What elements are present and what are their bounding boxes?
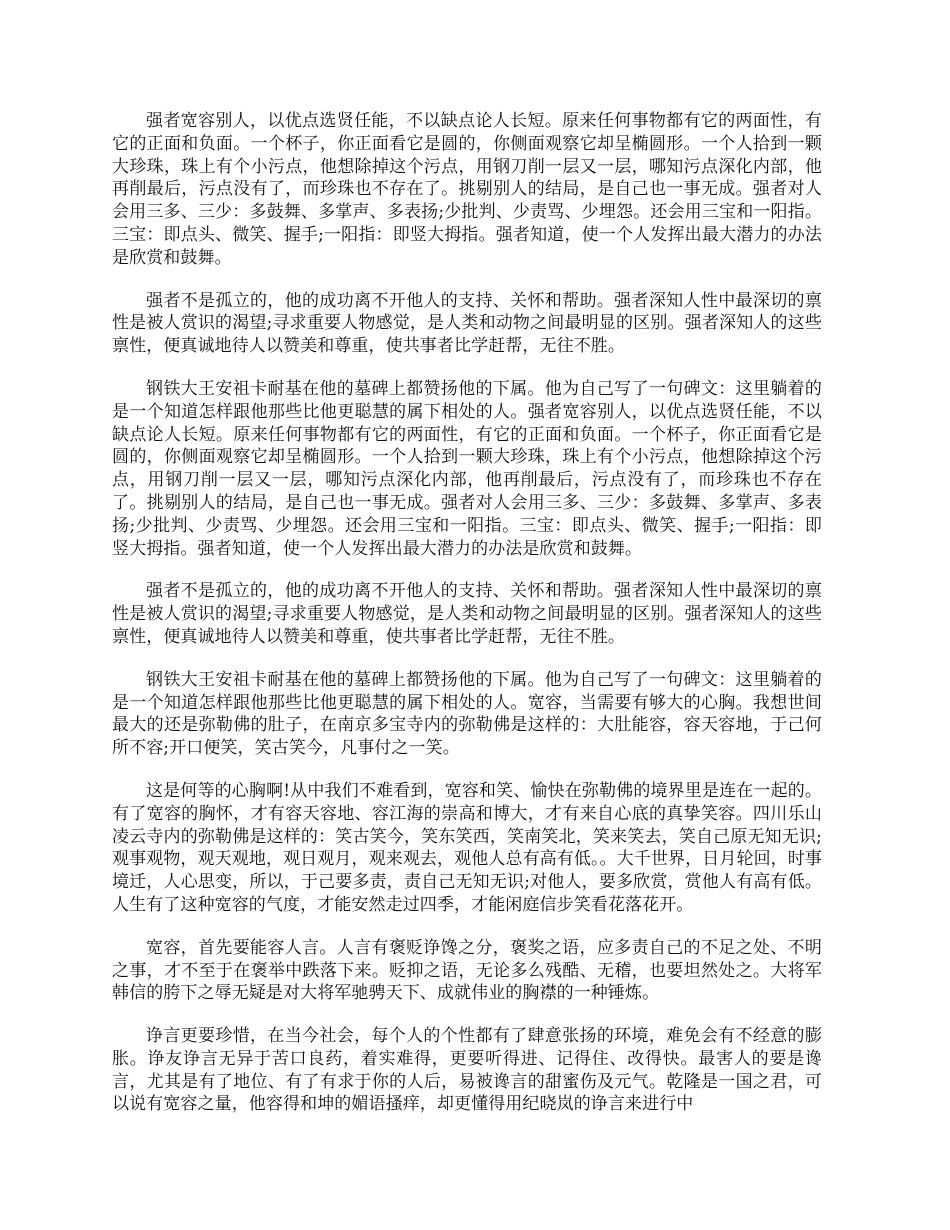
paragraph: 诤言更要珍惜，在当今社会，每个人的个性都有了肆意张扬的环境，难免会有不经意的膨胀。诤友诤言无异于苦口良药，着实难得，更要听得进、记得住、改得快。最害人的要是谗言，尤其是有了地位、有了有求于你的人后，易被谗言的甜蜜伤及元气。乾隆是一国之君，可以说有宽容之量，他容得和坤的媚语搔痒，却更懂得用纪晓岚的诤言来进行中: [112, 1026, 822, 1115]
article-body: [112, 110, 822, 1116]
paragraph: 强者不是孤立的，他的成功离不开他人的支持、关怀和帮助。强者深知人性中最深切的禀性是被人赏识的渴望;寻求重要人物感觉，是人类和动物之间最明显的区别。强者深知人的这些禀性，便真诚地待人以赞美和尊重，使共事者比学赶帮，无往不胜。: [112, 290, 822, 357]
paragraph: 这是何等的心胸啊!从中我们不难看到，宽容和笑、愉快在弥勒佛的境界里是连在一起的。有了宽容的胸怀，才有容天容地、容江海的崇高和博大，才有来自心底的真挚笑容。四川乐山凌云寺内的弥勒佛是这样的：笑古笑今，笑东笑西，笑南笑北，笑来笑去，笑自己原无知无识;观事观物，观天观地，观日观月，观来观去，观他人总有高有低。。大千世界，日月轮回，时事境迁，人心思变，所以，于己要多责，责自己无知无识;对他人，要多欣赏，赏他人有高有低。人生有了这种宽容的气度，才能安然走过四季，才能闲庭信步笑看花落花开。: [112, 780, 822, 915]
paragraph: 强者不是孤立的，他的成功离不开他人的支持、关怀和帮助。强者深知人性中最深切的禀性是被人赏识的渴望;寻求重要人物感觉，是人类和动物之间最明显的区别。强者深知人的这些禀性，便真诚地待人以赞美和尊重，使共事者比学赶帮，无往不胜。: [112, 581, 822, 647]
paragraph: 强者宽容别人，以优点选贤任能，不以缺点论人长短。原来任何事物都有它的两面性，有它的正面和负面。一个杯子，你正面看它是圆的，你侧面观察它却呈椭圆形。一个人拾到一颗大珍珠，珠上有个小污点，他想除掉这个污点，用钢刀削一层又一层，哪知污点深化内部，他再削最后，污点没有了，而珍珠也不存在了。挑剔别人的结局，是自己也一事无成。强者对人会用三多、三少：多鼓舞、多掌声、多表扬;少批判、少责骂、少埋怨。还会用三宝和一阳指。三宝：即点头、微笑、握手;一阳指：即竖大拇指。强者知道，使一个人发挥出最大潜力的办法是欣赏和鼓舞。: [112, 111, 822, 268]
paragraph: 宽容，首先要能容人言。人言有褒贬诤馋之分，褒奖之语，应多责自己的不足之处、不明之事，才不至于在褒举中跌落下来。贬抑之语，无论多么残酷、无稽，也要坦然处之。大将军韩信的胯下之辱无疑是对大将军驰骋天下、成就伟业的胸襟的一种锤炼。: [112, 937, 822, 1004]
paragraph: 钢铁大王安祖卡耐基在他的墓碑上都赞扬他的下属。他为自己写了一句碑文：这里躺着的是一个知道怎样跟他那些比他更聪慧的属下相处的人。强者宽容别人，以优点选贤任能，不以缺点论人长短。原来任何事物都有它的两面性，有它的正面和负面。一个杯子，你正面看它是圆的，你侧面观察它却呈椭圆形。一个人拾到一颗大珍珠，珠上有个小污点，他想除掉这个污点，用钢刀削一层又一层，哪知污点深化内部，他再削最后，污点没有了，而珍珠也不存在了。挑剔别人的结局，是自己也一事无成。强者对人会用三多、三少：多鼓舞、多掌声、多表扬;少批判、少责骂、少埋怨。还会用三宝和一阳指。三宝：即点头、微笑、握手;一阳指：即竖大拇指。强者知道，使一个人发挥出最大潜力的办法是欣赏和鼓舞。: [112, 378, 822, 559]
paragraph: 钢铁大王安祖卡耐基在他的墓碑上都赞扬他的下属。他为自己写了一句碑文：这里躺着的是一个知道怎样跟他那些比他更聪慧的属下相处的人。宽容，当需要有够大的心胸。我想世间最大的还是弥勒佛的肚子，在南京多宝寺内的弥勒佛是这样的：大肚能容，容天容地，于己何所不容;开口便笑，笑古笑今，凡事付之一笑。: [112, 669, 822, 759]
